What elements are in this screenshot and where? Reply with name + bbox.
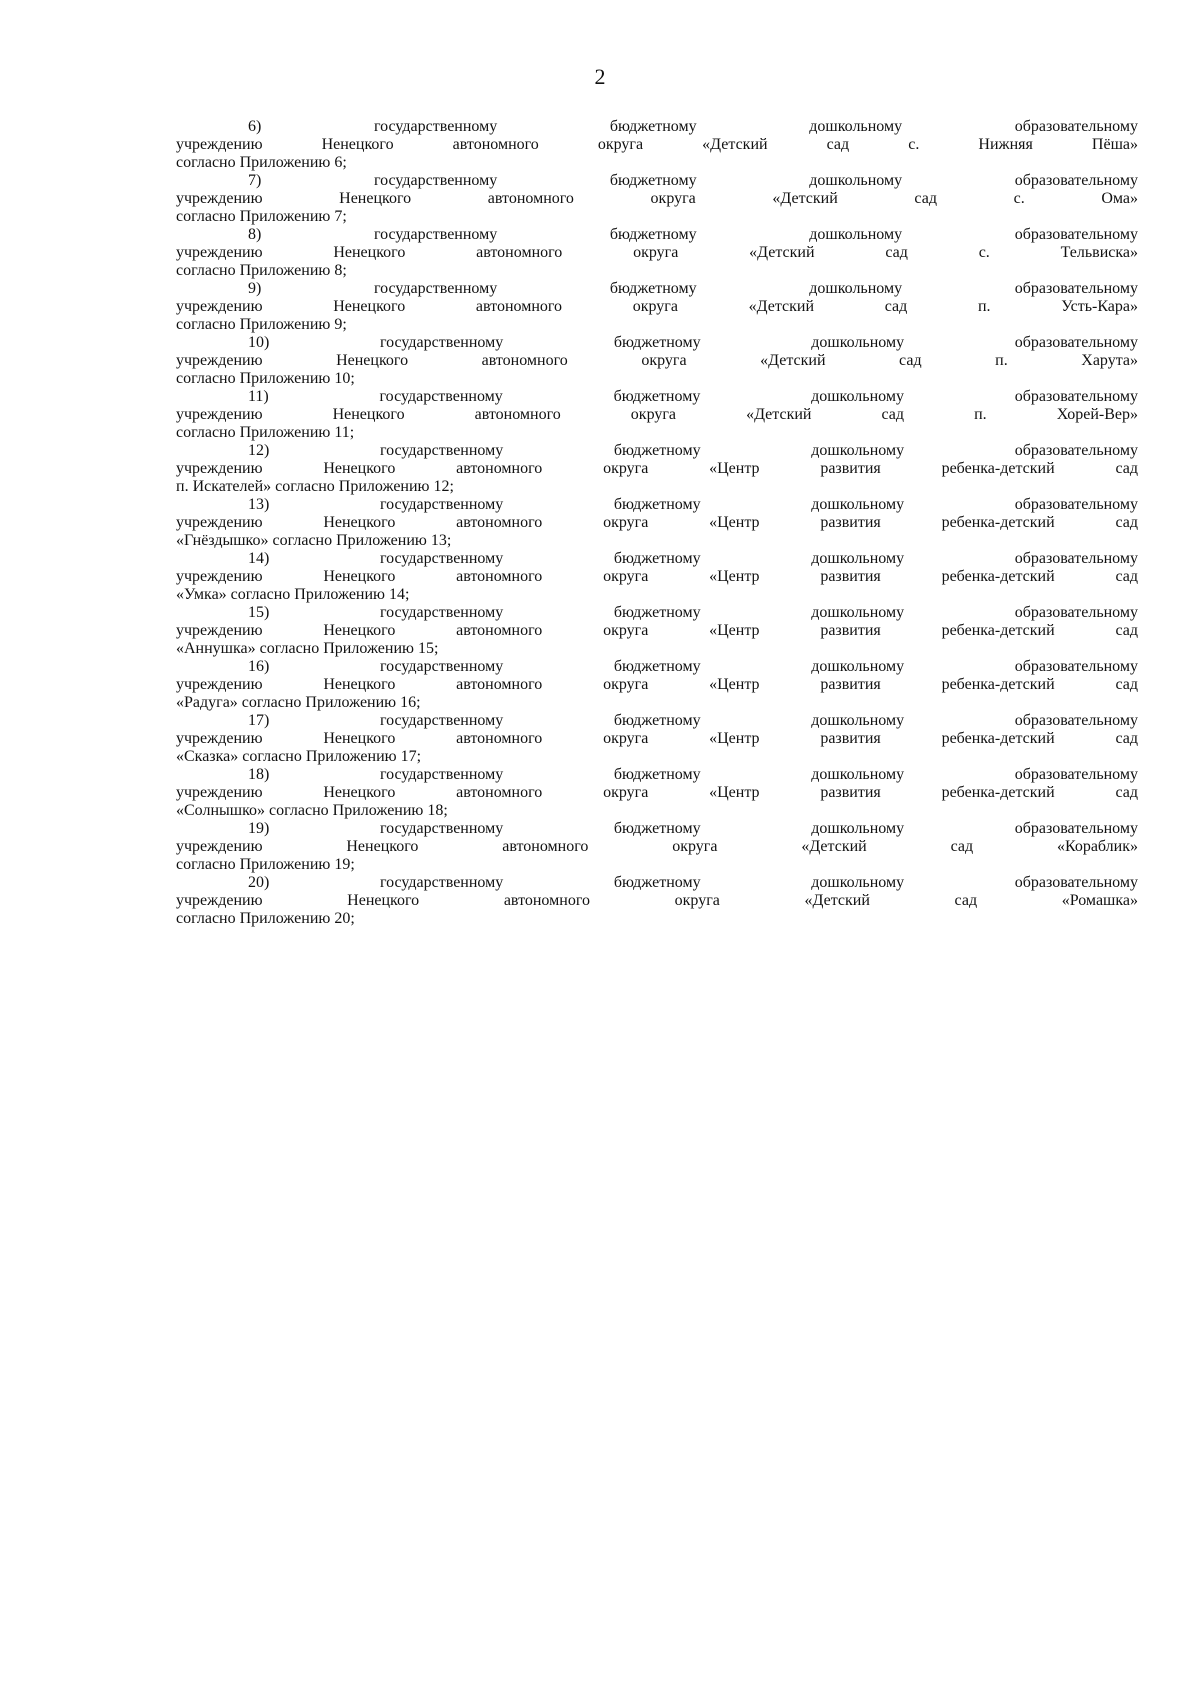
- item-line: учреждению Ненецкого автономного округа «Центр развития ребенка-детский сад: [176, 730, 1138, 747]
- item-line: учреждению Ненецкого автономного округа «Детский сад с. Нижняя Пёша»: [176, 136, 1138, 153]
- item-line: учреждению Ненецкого автономного округа «Детский сад с. Ома»: [176, 190, 1138, 207]
- item-line: учреждению Ненецкого автономного округа «Детский сад «Кораблик»: [176, 838, 1138, 855]
- item-line: учреждению Ненецкого автономного округа «Детский сад п. Хорей-Вер»: [176, 406, 1138, 423]
- list-item: [176, 604, 1138, 658]
- item-line: согласно Приложению 9;: [176, 316, 347, 333]
- item-line: «Гнёздышко» согласно Приложению 13;: [176, 532, 452, 549]
- document-body: [176, 118, 1138, 928]
- list-item: [176, 550, 1138, 604]
- item-line: «Сказка» согласно Приложению 17;: [176, 748, 422, 765]
- item-line: согласно Приложению 19;: [176, 856, 355, 873]
- item-line: согласно Приложению 20;: [176, 910, 355, 927]
- item-line: 15) государственному бюджетному дошкольному образовательному: [248, 604, 1138, 621]
- page-number: 2: [594, 64, 606, 89]
- item-line: 16) государственному бюджетному дошкольному образовательному: [248, 658, 1138, 675]
- list-item: [176, 442, 1138, 496]
- item-line: 14) государственному бюджетному дошкольному образовательному: [248, 550, 1138, 567]
- item-line: «Аннушка» согласно Приложению 15;: [176, 640, 439, 657]
- item-line: 8) государственному бюджетному дошкольному образовательному: [248, 226, 1138, 243]
- item-line: 20) государственному бюджетному дошкольному образовательному: [248, 874, 1138, 891]
- list-item: [176, 766, 1138, 820]
- item-line: учреждению Ненецкого автономного округа «Детский сад «Ромашка»: [176, 892, 1138, 909]
- list-item: [176, 388, 1138, 442]
- item-line: 7) государственному бюджетному дошкольному образовательному: [248, 172, 1138, 189]
- item-line: «Умка» согласно Приложению 14;: [176, 586, 410, 603]
- item-line: учреждению Ненецкого автономного округа «Центр развития ребенка-детский сад: [176, 460, 1138, 477]
- item-line: согласно Приложению 6;: [176, 154, 347, 171]
- item-line: 18) государственному бюджетному дошкольному образовательному: [248, 766, 1138, 783]
- item-line: согласно Приложению 8;: [176, 262, 347, 279]
- list-item: [176, 172, 1138, 226]
- item-line: учреждению Ненецкого автономного округа «Центр развития ребенка-детский сад: [176, 514, 1138, 531]
- item-line: 17) государственному бюджетному дошкольному образовательному: [248, 712, 1138, 729]
- list-item: [176, 874, 1138, 928]
- item-line: 9) государственному бюджетному дошкольному образовательному: [248, 280, 1138, 297]
- list-item: [176, 118, 1138, 172]
- item-line: 10) государственному бюджетному дошкольному образовательному: [248, 334, 1138, 351]
- item-line: 6) государственному бюджетному дошкольному образовательному: [248, 118, 1138, 135]
- list-item: [176, 658, 1138, 712]
- item-line: согласно Приложению 11;: [176, 424, 355, 441]
- item-line: п. Искателей» согласно Приложению 12;: [176, 478, 454, 495]
- item-line: учреждению Ненецкого автономного округа «Детский сад п. Харута»: [176, 352, 1138, 369]
- item-line: «Радуга» согласно Приложению 16;: [176, 694, 421, 711]
- list-item: [176, 496, 1138, 550]
- item-line: 13) государственному бюджетному дошкольному образовательному: [248, 496, 1138, 513]
- item-line: 19) государственному бюджетному дошкольному образовательному: [248, 820, 1138, 837]
- item-line: 12) государственному бюджетному дошкольному образовательному: [248, 442, 1138, 459]
- item-line: учреждению Ненецкого автономного округа «Центр развития ребенка-детский сад: [176, 622, 1138, 639]
- list-item: [176, 226, 1138, 280]
- item-line: учреждению Ненецкого автономного округа «Центр развития ребенка-детский сад: [176, 568, 1138, 585]
- list-item: [176, 820, 1138, 874]
- item-line: согласно Приложению 7;: [176, 208, 347, 225]
- list-item: [176, 280, 1138, 334]
- item-line: учреждению Ненецкого автономного округа «Детский сад с. Тельвиска»: [176, 244, 1138, 261]
- list-item: [176, 334, 1138, 388]
- item-line: 11) государственному бюджетному дошкольному образовательному: [248, 388, 1138, 405]
- item-line: «Солнышко» согласно Приложению 18;: [176, 802, 448, 819]
- item-line: учреждению Ненецкого автономного округа «Детский сад п. Усть-Кара»: [176, 298, 1138, 315]
- list-item: [176, 712, 1138, 766]
- item-line: учреждению Ненецкого автономного округа «Центр развития ребенка-детский сад: [176, 784, 1138, 801]
- item-line: учреждению Ненецкого автономного округа «Центр развития ребенка-детский сад: [176, 676, 1138, 693]
- item-line: согласно Приложению 10;: [176, 370, 355, 387]
